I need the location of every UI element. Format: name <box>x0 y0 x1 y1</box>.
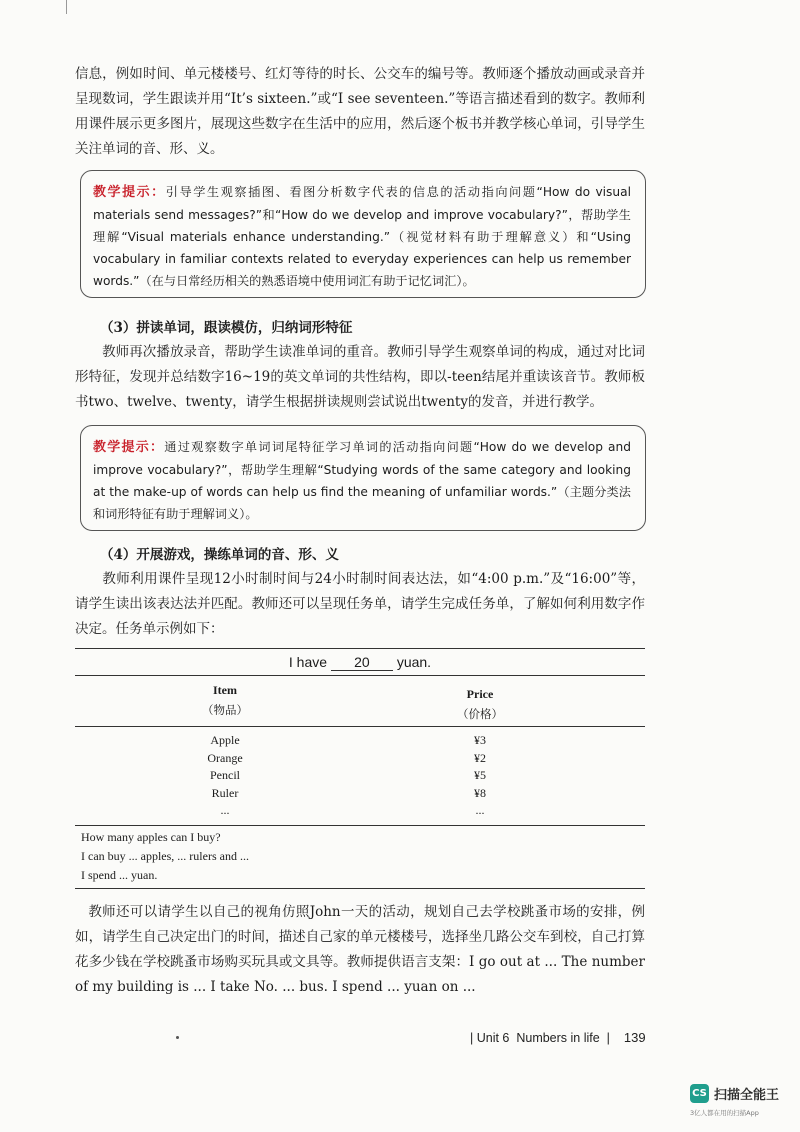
task-sheet <box>75 648 645 891</box>
item-list <box>185 732 265 820</box>
teaching-tip-box-1 <box>80 170 646 298</box>
budget-line <box>75 654 645 671</box>
teaching-tip-label: 教学提示： <box>93 440 165 455</box>
price-row: ... <box>475 803 485 817</box>
teaching-tip-box-2 <box>80 425 646 531</box>
page-edge-mark <box>66 0 67 14</box>
sentence-frame: I can buy ... apples, ... rulers and ... <box>81 849 249 863</box>
scan-dot <box>176 1036 179 1039</box>
price-row: ¥3 <box>474 733 486 747</box>
camscanner-icon: CS <box>690 1084 709 1103</box>
price-column-header: Price （价格） <box>457 687 503 721</box>
sentence-frames <box>81 828 249 885</box>
section-heading-3: （3）拼读单词，跟读模仿，归纳词形特征 <box>100 320 353 336</box>
section-heading-4: （4）开展游戏，操练单词的音、形、义 <box>100 547 339 563</box>
footer-title: Numbers in life <box>516 1031 600 1045</box>
scanner-watermark <box>690 1084 794 1128</box>
paragraph-game: 教师利用课件呈现12小时制时间与24小时制时间表达法，如“4:00 p.m.”及“16:00”等，请学生读出该表达法并匹配。教师还可以呈现任务单，请学生完成任务单，了解如何利用数字作决定。任务单示例如下： <box>75 571 645 637</box>
paragraph-intro: 信息，例如时间、单元楼楼号、红灯等待的时长、公交车的编号等。教师逐个播放动画或录音并呈现数词，学生跟读并用“It’s sixteen.”或“I see seventeen.”等语言描述看到的数字。教师利用课件展示更多图片，展现这些数字在生活中的应用，然后逐个板书并教学核心单词，引导学生关注单词的音、形、义。 <box>75 66 645 157</box>
price-row: ¥5 <box>474 768 486 782</box>
rule-sentences-top <box>75 825 645 826</box>
paragraph-extension: 教师还可以请学生以自己的视角仿照John一天的活动，规划自己去学校跳蚤市场的安排，例如，请学生自己决定出门的时间，描述自己家的单元楼楼号，选择坐几路公交车到校，自己打算花多少钱在学校跳蚤市场购买玩具或文具等。教师提供语言支架：I go out at ... The number of my building is ... I take No. ... bus. I spend ... yuan on ... <box>75 904 645 995</box>
watermark-name: 扫描全能王 <box>714 1088 780 1103</box>
item-row: ... <box>220 803 230 817</box>
budget-prefix: I have <box>288 654 328 670</box>
item-row: Apple <box>210 733 240 747</box>
price-row: ¥8 <box>474 785 486 800</box>
teaching-tip-text: 引导学生观察插图、看图分析数字代表的信息的活动指向问题“How do visual materials send messages?”和“How do we develop and improve vocabulary?”，帮助学生理解“Visual materials enhance understanding.”（视觉材料有助于理解意义）和“Using vocabulary in familiar contexts related to everyday experiences can help us remember words.”（在与日常经历相关的熟悉语境中使用词汇有助于记忆词汇）。 <box>93 185 631 288</box>
page-number: 139 <box>623 1030 646 1045</box>
rule-header-bottom <box>75 726 645 727</box>
sentence-frame: How many apples can I buy? <box>81 830 221 844</box>
item-column-header: Item （物品） <box>202 683 248 717</box>
page-footer: | Unit 6 Numbers in life | 139 <box>470 1030 646 1045</box>
rule-top <box>75 648 645 649</box>
price-list <box>450 732 510 820</box>
item-row: Pencil <box>210 768 240 782</box>
footer-unit: Unit 6 <box>476 1031 510 1045</box>
item-row: Ruler <box>211 785 239 800</box>
teaching-tip-text: 通过观察数字单词词尾特征学习单词的活动指向问题“How do we develop and improve vocabulary?”，帮助学生理解“Studying words of the same category and looking at the make-up of words can help us find the meaning of unfamiliar words.”（主题分类法和词形特征有助于理解词义）。 <box>93 440 631 521</box>
budget-amount: 20 <box>331 654 393 671</box>
teaching-tip-label: 教学提示： <box>93 185 166 200</box>
paragraph-spelling: 教师再次播放录音，帮助学生读准单词的重音。教师引导学生观察单词的构成，通过对比词形特征，发现并总结数字16~19的英文单词的共性结构，即以-teen结尾并重读该音节。教师板书two、twelve、twenty，请学生根据拼读规则尝试说出twenty的发音，并进行教学。 <box>75 344 645 410</box>
watermark-tagline: 3亿人都在用的扫描App <box>690 1109 759 1117</box>
sentence-frame: I spend ... yuan. <box>81 868 158 882</box>
price-row: ¥2 <box>474 750 486 765</box>
budget-suffix: yuan. <box>396 654 432 670</box>
rule-header-top <box>75 675 645 676</box>
rule-bottom <box>75 888 645 889</box>
item-row: Orange <box>207 750 243 765</box>
